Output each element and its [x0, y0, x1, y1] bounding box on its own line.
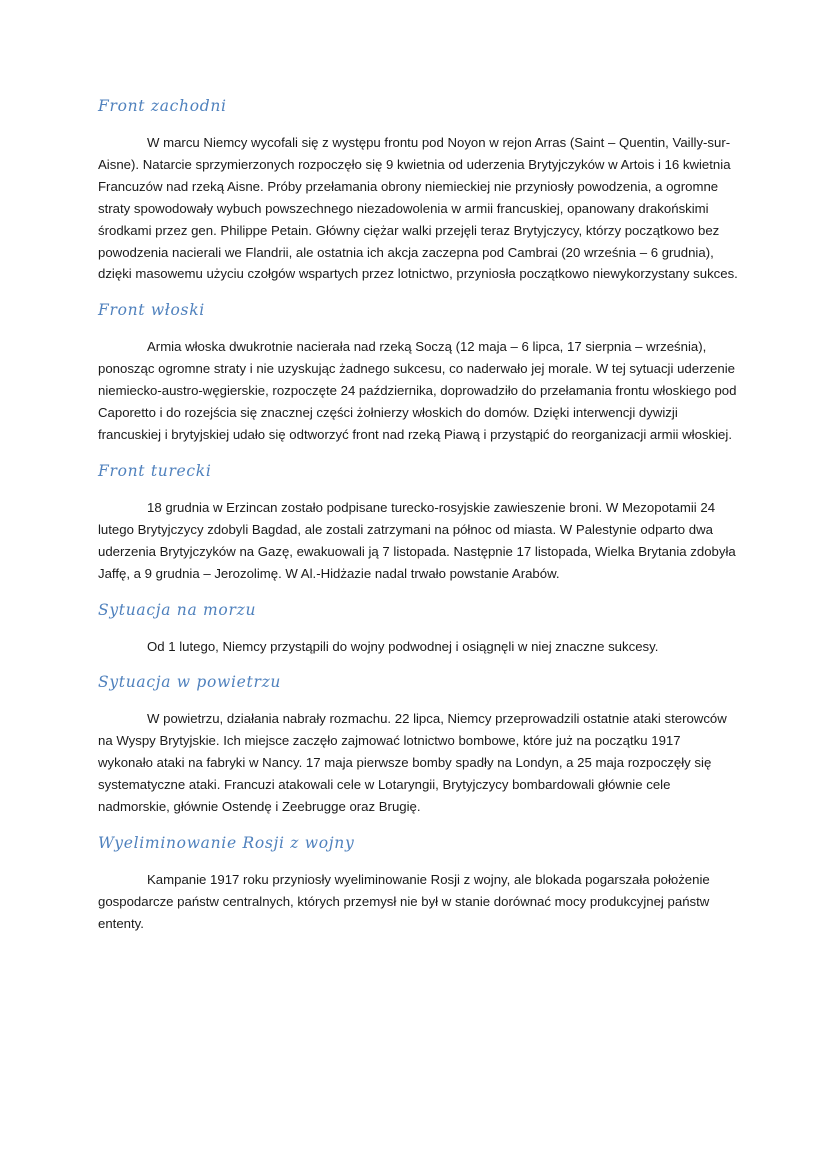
document-body — [98, 94, 738, 948]
section-heading: Wyeliminowanie Rosji z wojny — [98, 833, 355, 852]
section-heading: Front włoski — [98, 301, 205, 320]
section-wyeliminowanie-rosji — [98, 831, 738, 935]
section-heading: Sytuacja w powietrzu — [98, 673, 282, 692]
section-paragraph: W marcu Niemcy wycofali się z występu frontu pod Noyon w rejon Arras (Saint – Quentin, Vailly-sur-Aisne). Natarcie sprzymierzonych rozpoczęło się 9 kwietnia od uderzenia Brytyjczyków w Artois i 16 kwietnia Francuzów nad rzeką Aisne. Próby przełamania obrony niemieckiej nie przyniosły powodzenia, a ogromne straty spowodowały wybuch powszechnego niezadowolenia w armii francuskiej, opanowany drakońskimi środkami przez gen. Philippe Petain. Główny ciężar walki przejęli teraz Brytyjczycy, którzy początkowo bez powodzenia nacierali we Flandrii, ale ostatnia ich akcja zaczepna pod Cambrai (20 września – 6 grudnia), dzięki masowemu użyciu czołgów wspartych przez lotnictwo, przyniosła początkowo niewykorzystany sukces. — [98, 135, 738, 282]
section-heading: Front zachodni — [98, 97, 227, 115]
section-heading: Front turecki — [98, 461, 212, 480]
section-heading: Sytuacja na morzu — [98, 600, 257, 619]
section-paragraph: Kampanie 1917 roku przyniosły wyeliminowanie Rosji z wojny, ale blokada pogarszała położenie gospodarcze państw centralnych, których przemysł nie był w stanie dorównać mocy produkcyjnej państw ententy. — [98, 871, 710, 931]
section-paragraph: 18 grudnia w Erzincan zostało podpisane turecko-rosyjskie zawieszenie broni. W Mezopotamii 24 lutego Brytyjczycy zdobyli Bagdad, ale zostali zatrzymani na północ od miasta. W Palestynie odparto dwa uderzenia Brytyjczyków na Gazę, ewakuowali ją 7 listopada. Następnie 17 listopada, Wielka Brytania zdobyła Jaffę, a 9 grudnia – Jerozolimę. W Al.-Hidżazie nadal trwało powstanie Arabów. — [98, 499, 736, 581]
section-paragraph: W powietrzu, działania nabrały rozmachu. 22 lipca, Niemcy przeprowadzili ostatnie ataki sterowców na Wyspy Brytyjskie. Ich miejsce zaczęło zajmować lotnictwo bombowe, które już na początku 1917 wykonało ataki na fabryki w Nancy. 17 maja pierwsze bomby spadły na Londyn, a 25 maja rozpoczęły się systematyczne ataki. Francuzi atakowali cele w Lotaryngii, Brytyjczycy bombardowali głównie cele nadmorskie, głównie Ostendę i Zeebrugge oraz Brugię. — [98, 711, 727, 815]
section-paragraph: Od 1 lutego, Niemcy przystąpili do wojny podwodnej i osiągnęli w niej znaczne sukcesy. — [147, 638, 659, 654]
section-front-wloski — [98, 298, 738, 446]
section-sytuacja-w-powietrzu — [98, 670, 738, 818]
section-paragraph: Armia włoska dwukrotnie nacierała nad rzeką Soczą (12 maja – 6 lipca, 17 sierpnia – września), ponosząc ogromne straty i nie uzyskując żadnego sukcesu, co naderwało jej morale. W tej sytuacji uderzenie niemiecko-austro-węgierskie, rozpoczęte 24 października, doprowadziło do przełamania frontu włoskiego pod Caporetto i do rozejścia się znacznej części żołnierzy włoskich do domów. Dzięki interwencji dywizji francuskiej i brytyjskiej udało się odtworzyć front nad rzeką Piawą i przystąpić do reorganizacji armii włoskiej. — [98, 339, 737, 442]
section-sytuacja-na-morzu — [98, 598, 738, 658]
section-front-turecki — [98, 459, 738, 585]
section-front-zachodni — [98, 94, 738, 285]
